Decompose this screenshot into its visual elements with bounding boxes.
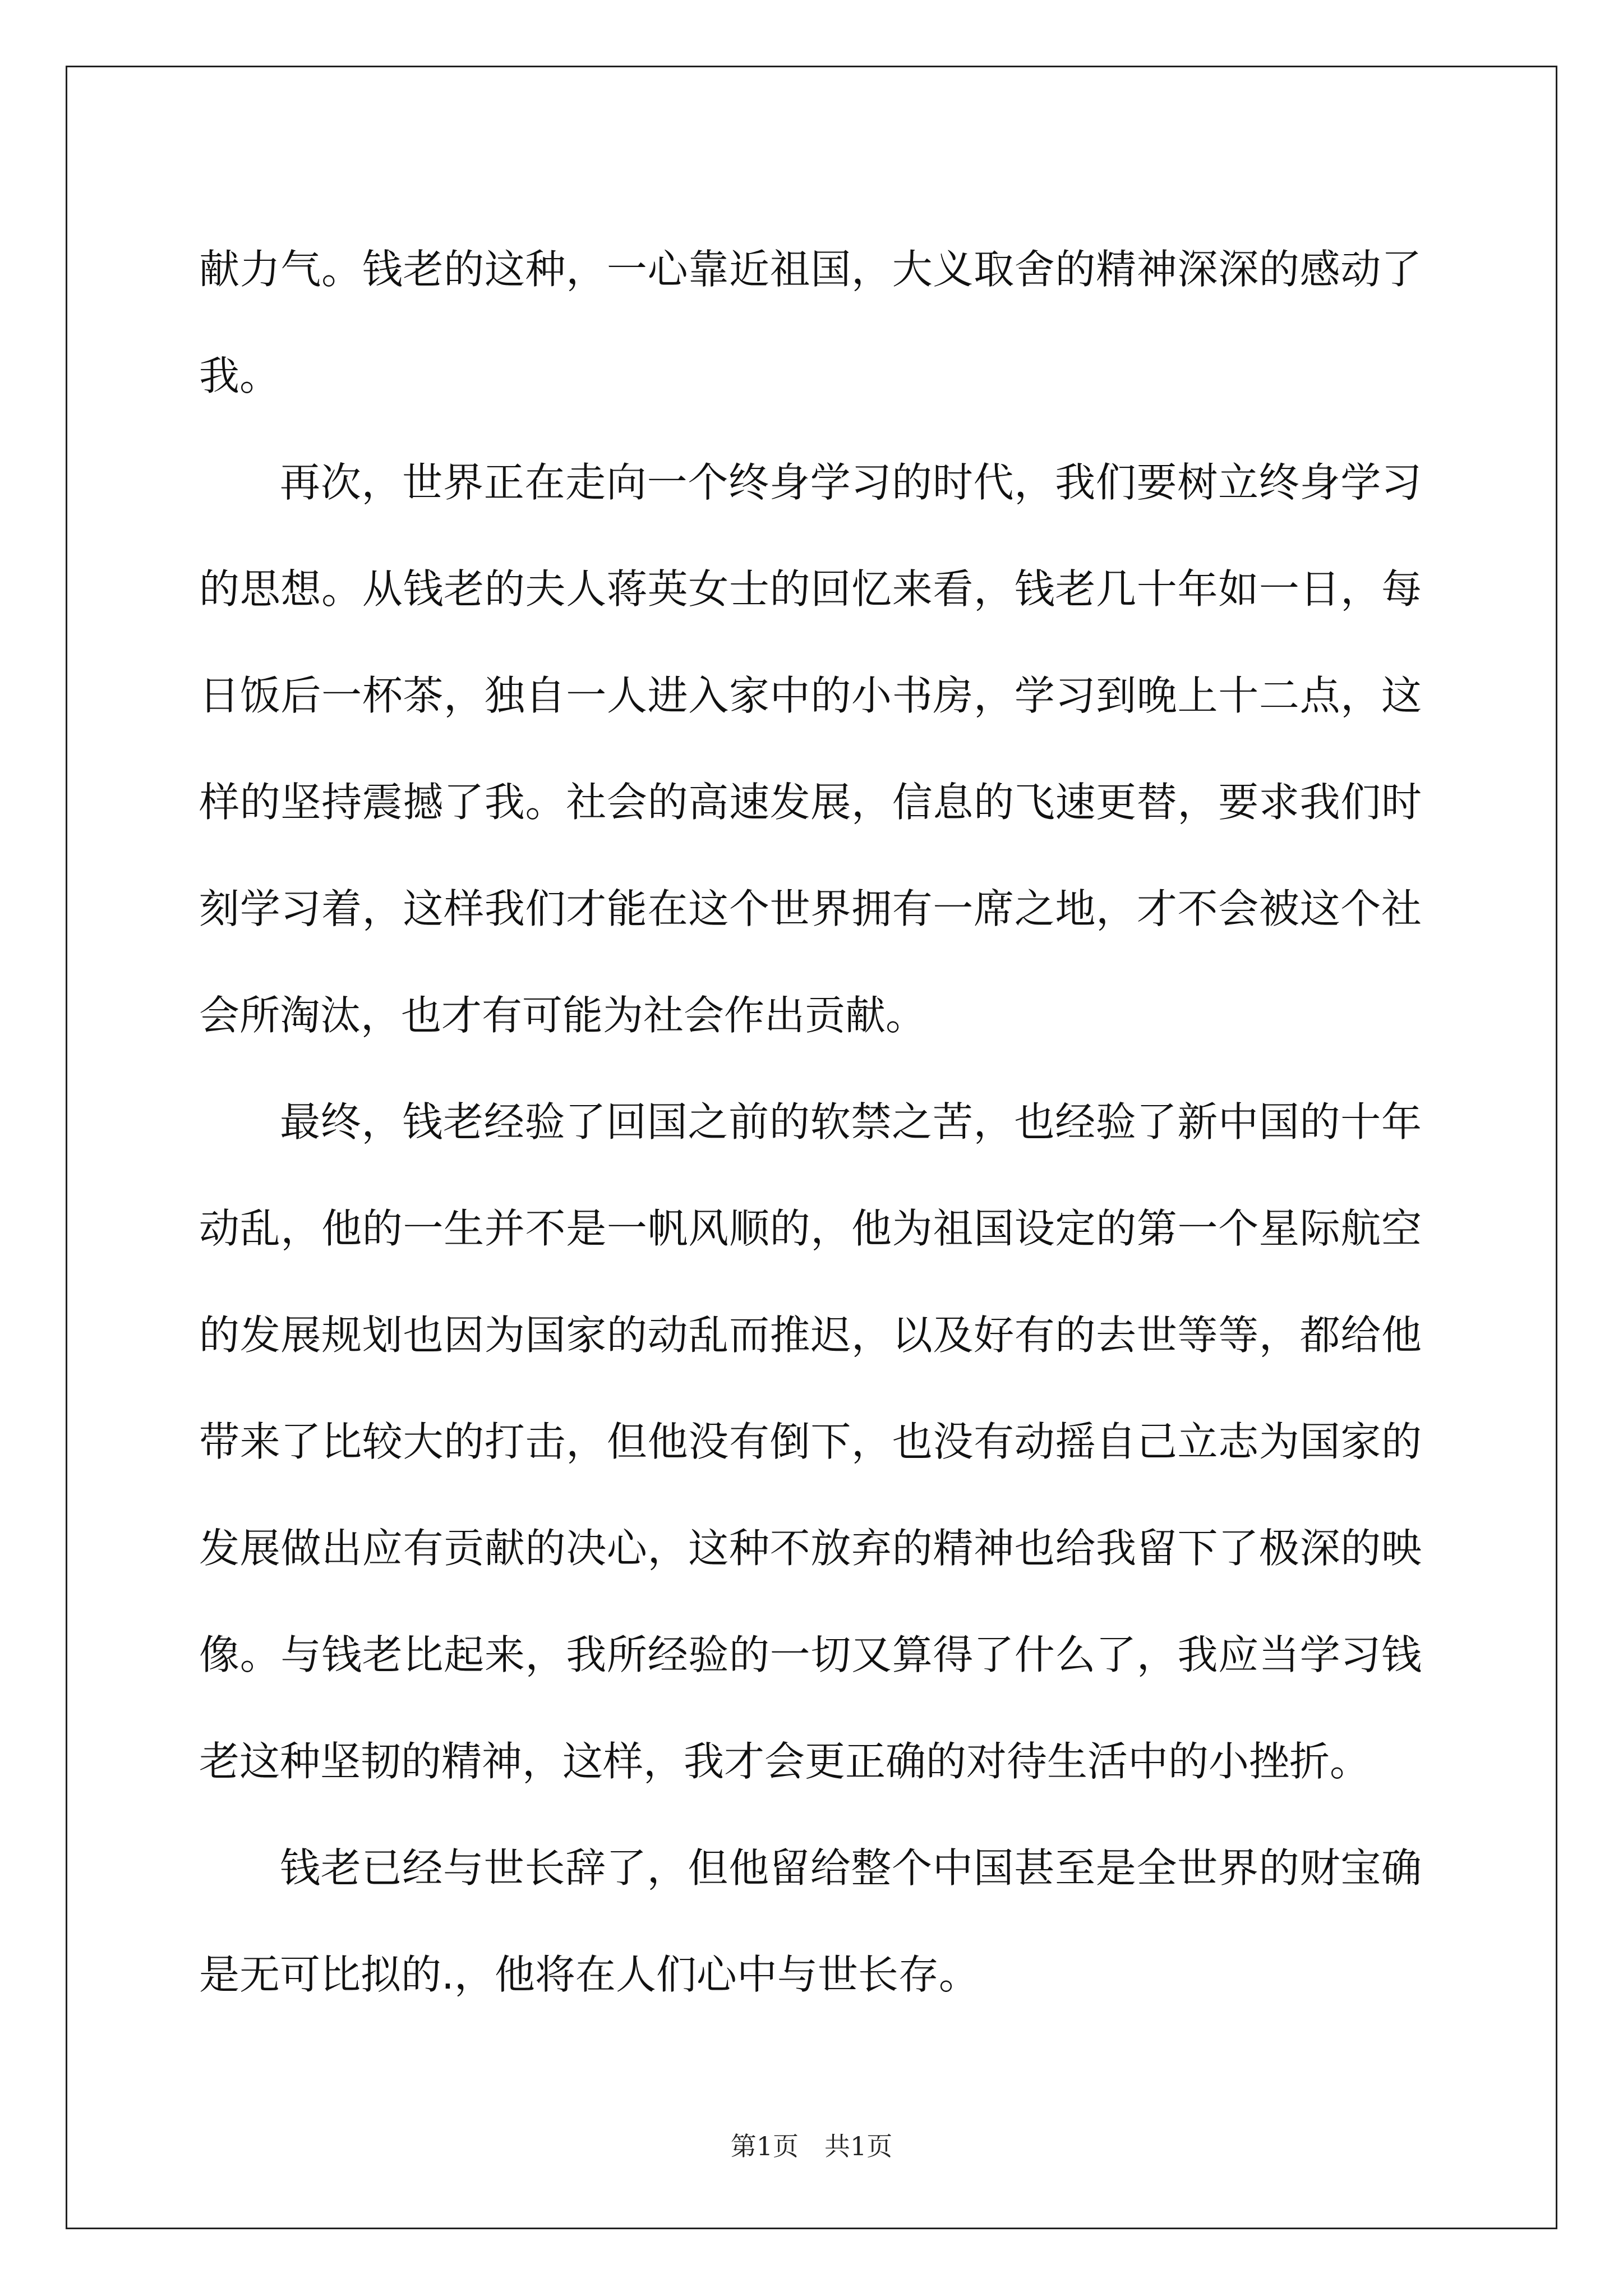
paragraph-2: 再次，世界正在走向一个终身学习的时代，我们要树立终身学习的思想。从钱老的夫人蒋英女士的回忆来看，钱老几十年如一日，每日饭后一杯茶，独自一人进入家中的小书房，学习到晚上十二点，这样的坚持震撼了我。社会的高速发展，信息的飞速更替，要求我们时刻学习着，这样我们才能在这个世界拥有一席之地，才不会被这个社会所淘汰，也才有可能为社会作出贡献。 — [199, 459, 1422, 1039]
page-total: 共1页 — [824, 2131, 893, 2161]
paragraph-1: 献力气。钱老的这种，一心靠近祖国，大义取舍的精神深深的感动了我。 — [199, 246, 1422, 399]
document-body — [199, 216, 1422, 2028]
paragraph-4: 钱老已经与世长辞了，但他留给整个中国甚至是全世界的财宝确是无可比拟的.，他将在人们心中与世长存。 — [199, 1844, 1422, 1998]
page-footer — [0, 2126, 1623, 2163]
page-number: 第1页 — [730, 2131, 799, 2161]
paragraph-3: 最终，钱老经验了回国之前的软禁之苦，也经验了新中国的十年动乱，他的一生并不是一帆风顺的，他为祖国设定的第一个星际航空的发展规划也因为国家的动乱而推迟，以及好有的去世等等，都给他带来了比较大的打击，但他没有倒下，也没有动摇自己立志为国家的发展做出应有贡献的决心，这种不放弃的精神也给我留下了极深的映像。与钱老比起来，我所经验的一切又算得了什么了，我应当学习钱老这种坚韧的精神，这样，我才会更正确的对待生活中的小挫折。 — [199, 1098, 1422, 1785]
